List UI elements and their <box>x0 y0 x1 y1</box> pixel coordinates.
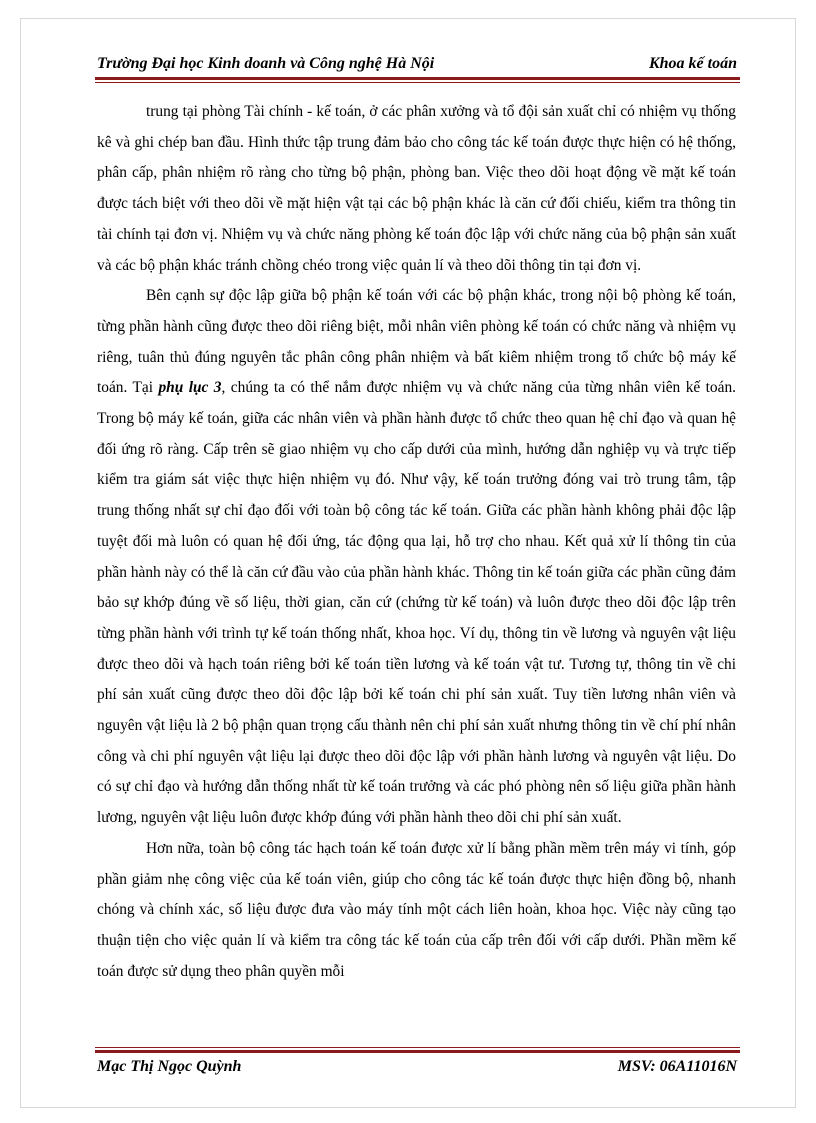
footer-rule-thin <box>95 1047 740 1048</box>
paragraph-3: Hơn nữa, toàn bộ công tác hạch toán kế toán được xử lí bằng phần mềm trên máy vi tính, góp phần giảm nhẹ công việc của kế toán viên, giúp cho công tác kế toán được thực hiện đồng bộ, nhanh chóng và chính xác, số liệu được đưa vào máy tính một cách liên hoàn, khoa học. Việc này cũng tạo thuận tiện cho việc quản lí và kiểm tra công tác kế toán của cấp trên đối với cấp dưới. Phần mềm kế toán được sử dụng theo phân quyền mỗi <box>97 839 736 980</box>
page-footer <box>97 1057 737 1079</box>
footer-rule-thick <box>95 1050 740 1053</box>
page-header <box>97 52 737 76</box>
page-border-top <box>20 18 796 19</box>
paragraph-2-part-b: , chúng ta có thể nắm được nhiệm vụ và chức năng của từng nhân viên kế toán. Trong bộ máy kế toán, giữa các nhân viên và phần hành được tổ chức theo quan hệ chỉ đạo và quan hệ đối ứng rõ ràng. Cấp trên sẽ giao nhiệm vụ cho cấp dưới của mình, hướng dẫn nghiệp vụ và trực tiếp kiểm tra giám sát việc thực hiện nhiệm vụ đó. Như vậy, kế toán trưởng đóng vai trò trung tâm, tập trung thống nhất sự chỉ đạo đối với toàn bộ công tác kế toán. Giữa các phần hành không phải độc lập tuyệt đối mà luôn có quan hệ đối ứng, tác động qua lại, hỗ trợ cho nhau. Kết quả xử lí thông tin của phần hành này có thể là căn cứ đầu vào của phần hành khác. Thông tin kế toán giữa các phần cũng đảm bảo sự khớp đúng về số liệu, thời gian, căn cứ (chứng từ kế toán) và luôn được theo dõi độc lập trên từng phần hành với trình tự kế toán thống nhất, khoa học. Ví dụ, thông tin về lương và nguyên vật liệu được theo dõi và hạch toán riêng bởi kế toán tiền lương và kế toán vật tư. Tương tự, thông tin về chi phí sản xuất cũng được theo dõi độc lập bởi kế toán chi phí sản xuất. Tuy tiền lương nhân viên và nguyên vật liệu là 2 bộ phận quan trọng cấu thành nên chi phí sản xuất nhưng thông tin về chí phí nhân công và chi phí nguyên vật liệu lại được theo dõi độc lập với phần hành lương và nguyên vật liệu. Do có sự chỉ đạo và hướng dẫn thống nhất từ kế toán trưởng và các phó phòng nên số liệu giữa phần hành lương, nguyên vật liệu luôn được khớp đúng với phần hành theo dõi chi phí sản xuất. <box>97 379 736 827</box>
page-border-bottom <box>20 1107 796 1108</box>
page-border-left <box>20 18 21 1108</box>
page-border-right <box>795 18 796 1108</box>
paragraph-1: trung tại phòng Tài chính - kế toán, ở các phân xưởng và tổ đội sản xuất chỉ có nhiệm vụ thống kê và ghi chép ban đầu. Hình thức tập trung đảm bảo cho công tác kế toán được thực hiện có hệ thống, phân cấp, phân nhiệm rõ ràng cho từng bộ phận, phòng ban. Việc theo dõi hoạt động về mặt kế toán được tách biệt với theo dõi về mặt hiện vật tại các bộ phận khác là căn cứ đối chiếu, kiểm tra thông tin tài chính tại đơn vị. Nhiệm vụ và chức năng phòng kế toán độc lập với chức năng của bộ phận sản xuất và các bộ phận khác tránh chồng chéo trong việc quản lí và theo dõi thông tin tại đơn vị. <box>97 103 736 274</box>
header-university: Trường Đại học Kinh doanh và Công nghệ Hà Nội <box>97 55 435 72</box>
footer-student-id: MSV: 06A11016N <box>617 1058 737 1075</box>
paragraph-2-part-a: Bên cạnh sự độc lập giữa bộ phận kế toán với các bộ phận khác, trong nội bộ phòng kế toán, từng phần hành cũng được theo dõi riêng biệt, mỗi nhân viên phòng kế toán có chức năng và nhiệm vụ riêng, tuân thủ đúng nguyên tắc phân công phân nhiệm và bất kiêm nhiệm trong tổ chức bộ máy kế toán. Tại <box>97 287 736 397</box>
header-faculty: Khoa kế toán <box>648 55 737 72</box>
header-rule-thick <box>95 77 740 80</box>
appendix-reference: phụ lục 3 <box>158 379 222 397</box>
document-body <box>97 97 736 987</box>
footer-author: Mạc Thị Ngọc Quỳnh <box>97 1058 242 1075</box>
header-rule-thin <box>95 82 740 83</box>
paragraph-2 <box>97 281 736 834</box>
